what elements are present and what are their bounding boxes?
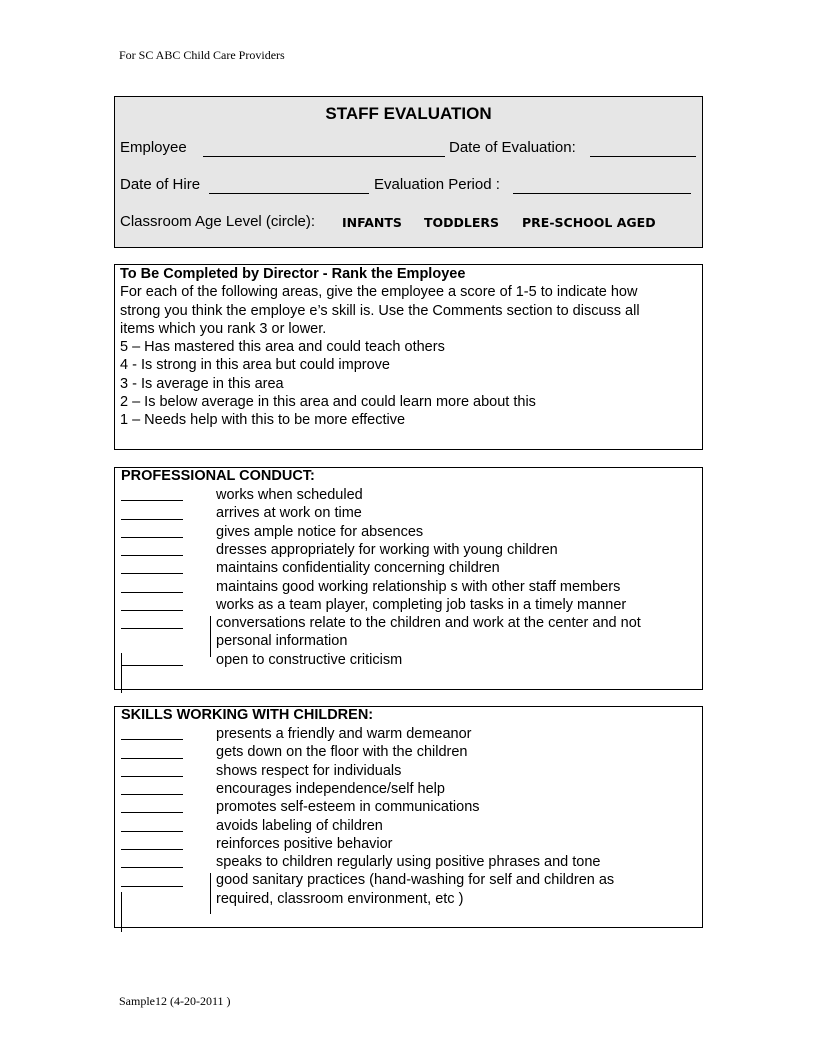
professional-conduct-item: [115, 559, 702, 577]
scale-item-3: 3 - Is average in this area: [120, 375, 284, 392]
item-text-line: arrives at work on time: [216, 505, 362, 522]
classroom-age-level-label: Classroom Age Level (circle):: [120, 213, 316, 230]
scale-item-5: 5 – Has mastered this area and could teach others: [120, 339, 445, 356]
item-text: [216, 853, 696, 871]
score-blank[interactable]: [121, 537, 183, 538]
item-text-line: speaks to children regularly using positive phrases and tone: [216, 854, 601, 871]
professional-conduct-item: [115, 504, 702, 522]
date-of-hire-line[interactable]: [209, 193, 369, 194]
skills-with-children-item: [115, 743, 702, 761]
item-text: [216, 578, 696, 596]
item-text-line: open to constructive criticism: [216, 651, 403, 668]
professional-conduct-item: [115, 578, 702, 596]
item-text: [216, 835, 696, 853]
item-text-line: shows respect for individuals: [216, 762, 402, 779]
level-infants[interactable]: INFANTS: [342, 215, 402, 230]
score-blank[interactable]: [121, 739, 183, 740]
skills-with-children-box: [114, 706, 703, 928]
item-text-line: personal information: [216, 633, 348, 650]
item-text: [216, 504, 696, 522]
professional-conduct-item: [115, 614, 702, 651]
item-text: [216, 743, 696, 761]
item-text: [216, 762, 696, 780]
instruction-line: strong you think the employe e’s skill is. Use the Comments section to discuss all: [120, 302, 640, 319]
item-text: [216, 871, 696, 908]
item-text: [216, 798, 696, 816]
item-text: [216, 614, 696, 651]
skills-with-children-item: [115, 798, 702, 816]
score-blank[interactable]: [121, 867, 183, 868]
instruction-line: items which you rank 3 or lower.: [120, 320, 327, 337]
item-text: [216, 725, 696, 743]
professional-conduct-box: [114, 467, 703, 690]
item-text-line: conversations relate to the children and work at the center and not: [216, 615, 641, 632]
margin-line: [121, 892, 122, 932]
skills-with-children-item: [115, 853, 702, 871]
employee-line[interactable]: [203, 156, 445, 157]
item-text-line: gives ample notice for absences: [216, 523, 424, 540]
professional-conduct-item: [115, 541, 702, 559]
score-blank[interactable]: [121, 776, 183, 777]
date-of-evaluation-line[interactable]: [590, 156, 696, 157]
item-text-line: avoids labeling of children: [216, 817, 383, 834]
item-text: [216, 541, 696, 559]
score-blank[interactable]: [121, 573, 183, 574]
item-text: [216, 486, 696, 504]
skills-with-children-item: [115, 780, 702, 798]
item-text-line: reinforces positive behavior: [216, 835, 393, 852]
item-text-line: works when scheduled: [216, 487, 363, 503]
item-text-line: works as a team player, completing job tasks in a timely manner: [216, 596, 627, 613]
header-note: For SC ABC Child Care Providers: [119, 48, 285, 62]
skills-with-children-item: [115, 835, 702, 853]
item-text-line: maintains confidentiality concerning children: [216, 560, 500, 577]
item-text: [216, 817, 696, 835]
score-blank[interactable]: [121, 610, 183, 611]
level-preschool-aged[interactable]: PRE-SCHOOL AGED: [522, 215, 656, 230]
item-text: [216, 651, 696, 669]
staff-evaluation-box: [114, 96, 703, 248]
date-of-evaluation-label: Date of Evaluation:: [449, 139, 576, 156]
score-blank[interactable]: [121, 886, 183, 887]
item-text-line: good sanitary practices (hand-washing for self and children as: [216, 872, 615, 889]
evaluation-period-line[interactable]: [513, 193, 691, 194]
item-text-line: required, classroom environment, etc ): [216, 890, 464, 907]
item-text: [216, 523, 696, 541]
skills-with-children-item: [115, 725, 702, 743]
item-text: [216, 780, 696, 798]
director-instructions-box: [114, 264, 703, 450]
score-blank[interactable]: [121, 831, 183, 832]
score-blank[interactable]: [121, 519, 183, 520]
professional-conduct-item: [115, 596, 702, 614]
item-text: [216, 596, 696, 614]
score-blank[interactable]: [121, 628, 183, 629]
score-blank[interactable]: [121, 794, 183, 795]
skills-with-children-item: [115, 817, 702, 835]
item-text-line: maintains good working relationship s with other staff members: [216, 578, 621, 595]
professional-conduct-item: [115, 486, 702, 504]
director-section-title: To Be Completed by Director - Rank the Employee: [120, 266, 466, 282]
score-blank[interactable]: [121, 849, 183, 850]
bracket-line: [210, 873, 211, 914]
form-title: STAFF EVALUATION: [325, 104, 492, 123]
professional-conduct-item: [115, 651, 702, 669]
score-blank[interactable]: [121, 555, 183, 556]
item-text-line: encourages independence/self help: [216, 780, 445, 797]
score-blank[interactable]: [121, 812, 183, 813]
item-text-line: promotes self-esteem in communications: [216, 799, 480, 816]
scale-item-1: 1 – Needs help with this to be more effective: [120, 412, 406, 429]
professional-conduct-title: PROFESSIONAL CONDUCT:: [121, 468, 315, 484]
score-blank[interactable]: [121, 758, 183, 759]
item-text-line: dresses appropriately for working with young children: [216, 541, 558, 558]
item-text-line: gets down on the floor with the children: [216, 744, 468, 761]
item-text-line: presents a friendly and warm demeanor: [216, 726, 472, 742]
professional-conduct-item: [115, 523, 702, 541]
footer-note: Sample12 (4-20-2011 ): [119, 994, 231, 1008]
skills-with-children-item: [115, 762, 702, 780]
instruction-line: For each of the following areas, give the employee a score of 1-5 to indicate how: [120, 284, 638, 301]
score-blank[interactable]: [121, 665, 183, 666]
date-of-hire-label: Date of Hire: [120, 176, 201, 193]
skills-with-children-item: [115, 871, 702, 908]
score-blank[interactable]: [121, 592, 183, 593]
item-text: [216, 559, 696, 577]
employee-label: Employee: [120, 139, 187, 156]
evaluation-period-label: Evaluation Period :: [374, 176, 500, 193]
skills-with-children-title: SKILLS WORKING WITH CHILDREN:: [121, 707, 374, 723]
margin-line: [121, 653, 122, 693]
scale-item-2: 2 – Is below average in this area and could learn more about this: [120, 394, 536, 411]
level-toddlers[interactable]: TODDLERS: [424, 215, 500, 230]
scale-item-4: 4 - Is strong in this area but could improve: [120, 357, 390, 374]
score-blank[interactable]: [121, 500, 183, 501]
